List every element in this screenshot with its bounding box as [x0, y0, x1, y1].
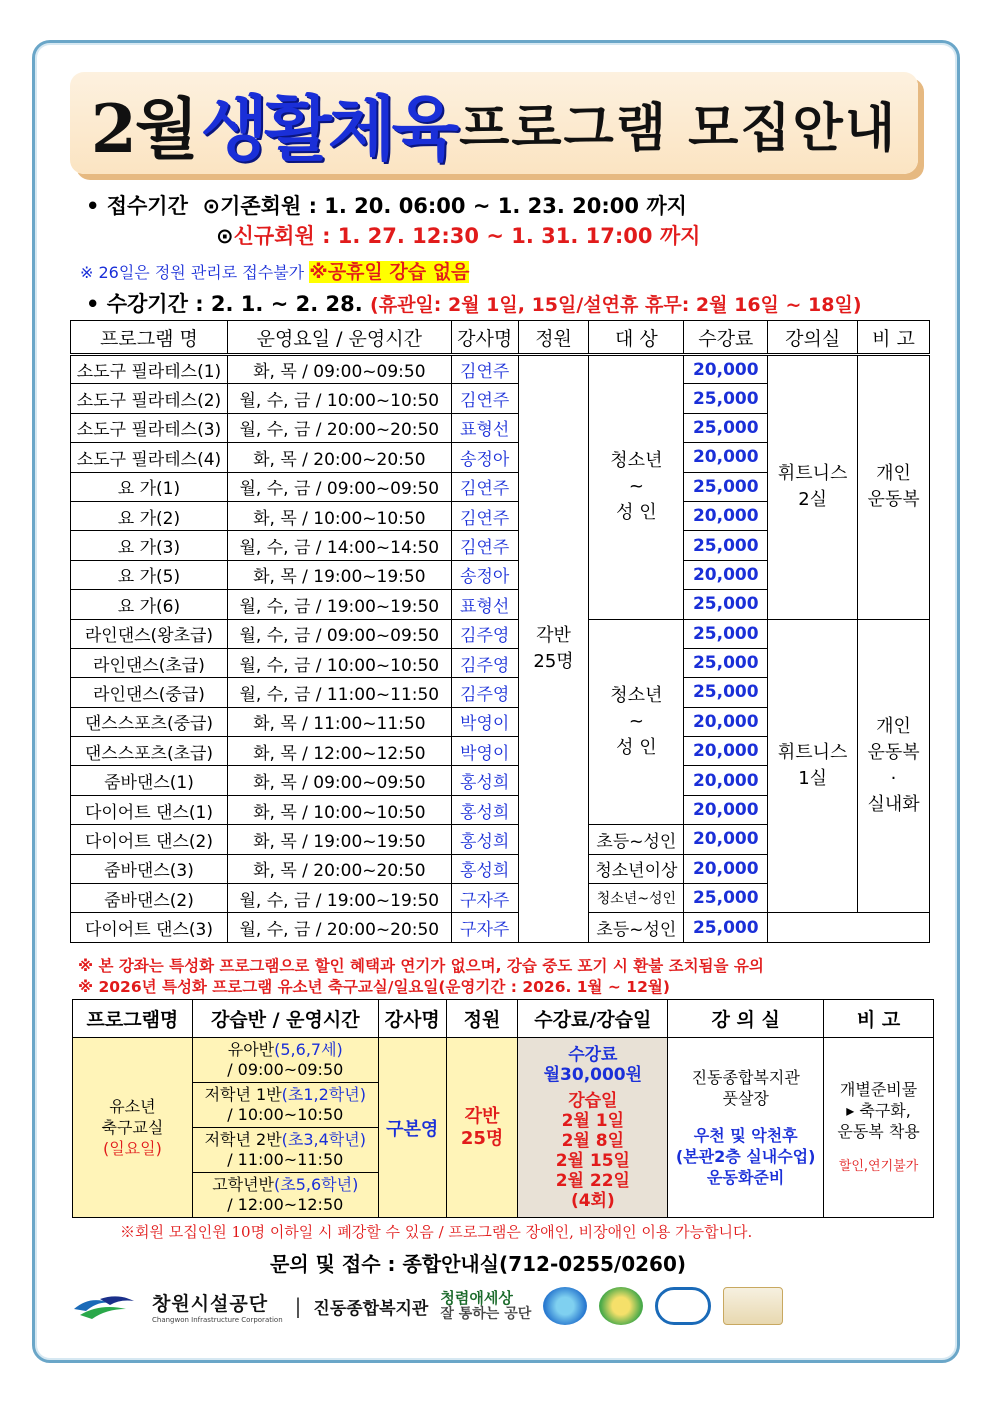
soccer-instructor: 구본영 — [378, 1038, 446, 1218]
instructor: 김주영 — [451, 619, 518, 648]
slogan: 청렴애세상 잘 통하는 공단 — [440, 1289, 532, 1322]
mascot-leaf-icon — [599, 1287, 643, 1325]
program-name: 줌바댄스(2) — [71, 884, 228, 913]
table-row — [71, 619, 930, 648]
fee: 20,000 — [684, 707, 768, 736]
title-banner — [70, 72, 918, 174]
table-row — [71, 913, 930, 942]
logo-bar — [70, 1283, 930, 1329]
program-name: 소도구 필라테스(3) — [71, 413, 228, 442]
instructor: 김연주 — [451, 355, 518, 384]
instructor: 구자주 — [451, 884, 518, 913]
program-name: 요 가(5) — [71, 560, 228, 589]
soccer-table — [72, 999, 934, 1218]
fee: 20,000 — [684, 795, 768, 824]
instructor: 김연주 — [451, 531, 518, 560]
soccer-class: 고학년반(초5,6학년) / 12:00~12:50 — [192, 1173, 378, 1218]
program-name: 댄스스포츠(중급) — [71, 707, 228, 736]
target: 초등~성인 — [589, 913, 684, 942]
empty-cell — [768, 913, 930, 942]
soccer-program: 유소년 축구교실 (일요일) — [73, 1038, 193, 1218]
col-program: 프로그램 명 — [71, 321, 228, 355]
schedule: 월, 수, 금 / 19:00~19:50 — [227, 884, 451, 913]
col-instructor: 강사명 — [451, 321, 518, 355]
schedule: 화, 목 / 11:00~11:50 — [227, 707, 451, 736]
target: 청소년~성인 — [589, 884, 684, 913]
fee: 20,000 — [684, 560, 768, 589]
fee: 25,000 — [684, 913, 768, 942]
classroom: 휘트니스 2실 — [768, 355, 858, 620]
target: 청소년이상 — [589, 854, 684, 883]
logo-divider: | — [294, 1294, 302, 1318]
fee: 25,000 — [684, 531, 768, 560]
col-note: 비 고 — [858, 321, 930, 355]
instructor: 김연주 — [451, 501, 518, 530]
instructor: 김주영 — [451, 648, 518, 677]
reception-new: ⊙신규회원 : 1. 27. 12:30 ~ 1. 31. 17:00 까지 — [216, 224, 701, 248]
classroom: 휘트니스 1실 — [768, 619, 858, 913]
col-schedule: 운영요일 / 운영시간 — [227, 321, 451, 355]
s-col-room: 강 의 실 — [668, 1000, 824, 1038]
col-room: 강의실 — [768, 321, 858, 355]
instructor: 김연주 — [451, 384, 518, 413]
fee: 20,000 — [684, 825, 768, 854]
s-col-instructor: 강사명 — [378, 1000, 446, 1038]
program-name: 소도구 필라테스(2) — [71, 384, 228, 413]
program-name: 다이어트 댄스(2) — [71, 825, 228, 854]
fee: 25,000 — [684, 884, 768, 913]
program-name: 댄스스포츠(초급) — [71, 737, 228, 766]
note: 개인 운동복 — [858, 355, 930, 620]
reception-existing: • 접수기간 ⊙기존회원 : 1. 20. 06:00 ~ 1. 23. 20:00 까지 — [86, 194, 687, 218]
fee: 20,000 — [684, 854, 768, 883]
fee: 25,000 — [684, 619, 768, 648]
schedule: 월, 수, 금 / 09:00~09:50 — [227, 472, 451, 501]
program-name: 라인댄스(왕초급) — [71, 619, 228, 648]
instructor: 구자주 — [451, 913, 518, 942]
table-row — [71, 355, 930, 384]
s-col-note: 비 고 — [824, 1000, 934, 1038]
schedule: 월, 수, 금 / 20:00~20:50 — [227, 913, 451, 942]
schedule: 화, 목 / 20:00~20:50 — [227, 443, 451, 472]
soccer-class: 유아반(5,6,7세) / 09:00~09:50 — [192, 1038, 378, 1083]
schedule: 월, 수, 금 / 10:00~10:50 — [227, 648, 451, 677]
program-name: 요 가(6) — [71, 590, 228, 619]
instructor: 홍성희 — [451, 854, 518, 883]
program-name: 요 가(1) — [71, 472, 228, 501]
title-month: 2월 — [90, 89, 197, 168]
note: 개인 운동복 · 실내화 — [858, 619, 930, 913]
mascot-icon — [543, 1287, 587, 1325]
instructor: 홍성희 — [451, 795, 518, 824]
soccer-class: 저학년 1반(초1,2학년) / 10:00~10:50 — [192, 1083, 378, 1128]
fee: 25,000 — [684, 678, 768, 707]
footer-contact: 문의 및 접수 : 종합안내실(712-0255/0260) — [270, 1252, 687, 1276]
col-fee: 수강료 — [684, 321, 768, 355]
schedule: 월, 수, 금 / 11:00~11:50 — [227, 678, 451, 707]
program-table-header — [71, 321, 930, 355]
instructor: 표형선 — [451, 590, 518, 619]
target-group: 청소년 ~ 성 인 — [589, 619, 684, 825]
program-name: 요 가(3) — [71, 531, 228, 560]
corporation-logo-icon — [70, 1289, 140, 1323]
schedule: 화, 목 / 19:00~19:50 — [227, 560, 451, 589]
ccm-badge-icon — [655, 1287, 711, 1325]
reception-note: ※ 26일은 정원 관리로 접수불가 ※공휴일 강습 없음 — [80, 261, 470, 283]
instructor: 박영이 — [451, 737, 518, 766]
instructor: 김주영 — [451, 678, 518, 707]
fee: 25,000 — [684, 413, 768, 442]
fee: 25,000 — [684, 384, 768, 413]
schedule: 화, 목 / 10:00~10:50 — [227, 501, 451, 530]
s-col-fee: 수강료/강습일 — [518, 1000, 668, 1038]
certification-badge-icon — [723, 1287, 783, 1325]
fee: 25,000 — [684, 472, 768, 501]
instructor: 홍성희 — [451, 825, 518, 854]
schedule: 화, 목 / 10:00~10:50 — [227, 795, 451, 824]
capacity: 각반 25명 — [518, 355, 589, 943]
schedule: 화, 목 / 09:00~09:50 — [227, 766, 451, 795]
fee: 20,000 — [684, 443, 768, 472]
s-col-class: 강습반 / 운영시간 — [192, 1000, 378, 1038]
program-name: 라인댄스(초급) — [71, 648, 228, 677]
soccer-table-header — [73, 1000, 934, 1038]
instructor: 표형선 — [451, 413, 518, 442]
instructor: 김연주 — [451, 472, 518, 501]
fee: 20,000 — [684, 355, 768, 384]
instructor: 송정아 — [451, 560, 518, 589]
program-name: 라인댄스(중급) — [71, 678, 228, 707]
schedule: 화, 목 / 19:00~19:50 — [227, 825, 451, 854]
target-group: 청소년 ~ 성 인 — [589, 355, 684, 620]
fee: 20,000 — [684, 766, 768, 795]
program-name: 소도구 필라테스(1) — [71, 355, 228, 384]
warning-line-1: ※ 본 강좌는 특성화 프로그램으로 할인 혜택과 연기가 없으며, 강습 중도 포기 시 환불 조치됨을 유의 — [78, 957, 764, 975]
program-name: 줌바댄스(3) — [71, 854, 228, 883]
fee: 25,000 — [684, 590, 768, 619]
soccer-note: 개별준비물 ▸ 축구화, 운동복 착용 할인,연기불가 — [824, 1038, 934, 1218]
instructor: 홍성희 — [451, 766, 518, 795]
instructor: 박영이 — [451, 707, 518, 736]
s-col-capacity: 정원 — [446, 1000, 518, 1038]
soccer-room: 진동종합복지관 풋살장 우천 및 악천후 (본관2층 실내수업) 운동화준비 — [668, 1038, 824, 1218]
program-name: 다이어트 댄스(3) — [71, 913, 228, 942]
col-capacity: 정원 — [518, 321, 589, 355]
soccer-class: 저학년 2반(초3,4학년) / 11:00~11:50 — [192, 1128, 378, 1173]
schedule: 화, 목 / 20:00~20:50 — [227, 854, 451, 883]
schedule: 월, 수, 금 / 19:00~19:50 — [227, 590, 451, 619]
title-main: 생활체육 — [200, 87, 456, 170]
corporation-name: 창원시설공단 Changwon Infrastructure Corporation — [152, 1292, 283, 1324]
title-rest: 프로그램 모집안내 — [459, 97, 898, 159]
holiday-highlight: ※공휴일 강습 없음 — [309, 261, 470, 283]
soccer-fee-days: 수강료 월30,000원 강습일 2월 1일 2월 8일 2월 15일 2월 22일 (4회) — [518, 1038, 668, 1218]
program-name: 소도구 필라테스(4) — [71, 443, 228, 472]
footer-notice: ※회원 모집인원 10명 이하일 시 폐강할 수 있음 / 프로그램은 장애인, 비장애인 이용 가능합니다. — [120, 1223, 753, 1241]
col-target: 대 상 — [589, 321, 684, 355]
target: 초등~성인 — [589, 825, 684, 854]
soccer-capacity: 각반 25명 — [446, 1038, 518, 1218]
course-period: • 수강기간 : 2. 1. ~ 2. 28. (휴관일: 2월 1일, 15일/설연휴 휴무: 2월 16일 ~ 18일) — [86, 292, 862, 316]
schedule: 월, 수, 금 / 14:00~14:50 — [227, 531, 451, 560]
program-table — [70, 320, 930, 943]
instructor: 송정아 — [451, 443, 518, 472]
schedule: 화, 목 / 09:00~09:50 — [227, 355, 451, 384]
program-name: 다이어트 댄스(1) — [71, 795, 228, 824]
fee: 20,000 — [684, 501, 768, 530]
schedule: 월, 수, 금 / 20:00~20:50 — [227, 413, 451, 442]
schedule: 화, 목 / 12:00~12:50 — [227, 737, 451, 766]
schedule: 월, 수, 금 / 10:00~10:50 — [227, 384, 451, 413]
center-name: 진동종합복지관 — [313, 1298, 429, 1319]
program-name: 요 가(2) — [71, 501, 228, 530]
fee: 20,000 — [684, 737, 768, 766]
fee: 25,000 — [684, 648, 768, 677]
s-col-program: 프로그램명 — [73, 1000, 193, 1038]
warning-line-2: ※ 2026년 특성화 프로그램 유소년 축구교실/일요일(운영기간 : 2026. 1월 ~ 12월) — [78, 978, 670, 996]
program-name: 줌바댄스(1) — [71, 766, 228, 795]
schedule: 월, 수, 금 / 09:00~09:50 — [227, 619, 451, 648]
